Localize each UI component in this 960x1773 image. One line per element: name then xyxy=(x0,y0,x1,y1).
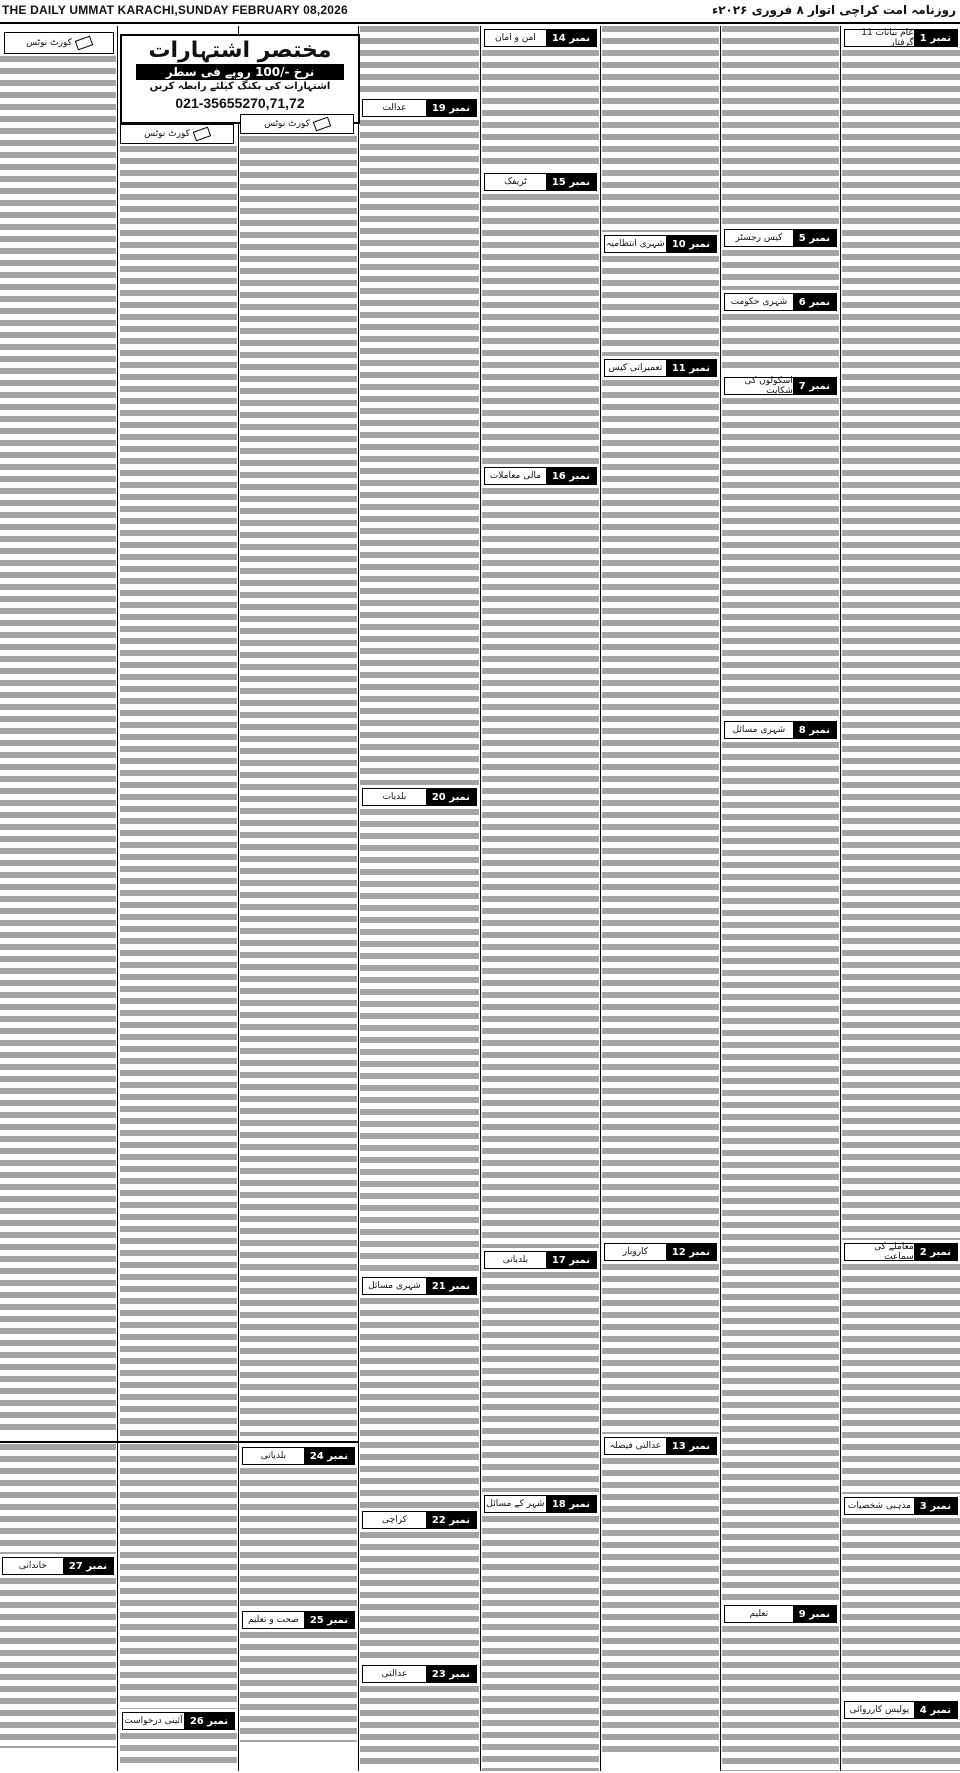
section-number: نمبر 1 xyxy=(914,30,957,46)
section-header-7 xyxy=(724,377,837,395)
article-text xyxy=(482,488,599,1248)
section-number: نمبر 26 xyxy=(184,1713,234,1729)
section-header-1 xyxy=(844,29,958,47)
section-header-20 xyxy=(362,788,477,806)
section-title: مالی معاملات xyxy=(489,471,542,481)
column-4 xyxy=(360,26,479,1771)
section-title: عدالت xyxy=(382,103,407,113)
section-title: ٹریفک xyxy=(504,177,527,187)
column-rule xyxy=(600,26,601,1771)
section-header-23 xyxy=(362,1665,477,1683)
section-number: نمبر 20 xyxy=(426,789,476,805)
section-header-27 xyxy=(2,1557,114,1575)
section-header-18 xyxy=(484,1495,597,1513)
article-text xyxy=(360,1686,479,1766)
section-number: نمبر 13 xyxy=(666,1438,716,1454)
article-text xyxy=(360,1298,479,1508)
column-rule xyxy=(358,26,359,1771)
article-text xyxy=(602,26,719,232)
section-header-21 xyxy=(362,1277,477,1295)
ad-rate: نرخ -/100 روپے فی سطر xyxy=(136,64,344,80)
section-number: نمبر 23 xyxy=(426,1666,476,1682)
section-header-24 xyxy=(242,1447,355,1465)
section-number: نمبر 10 xyxy=(666,236,716,252)
article-text xyxy=(120,1444,237,1709)
section-title: تعلیم xyxy=(749,1609,769,1619)
section-number: نمبر 19 xyxy=(426,100,476,116)
article-text xyxy=(842,1264,960,1494)
section-number: نمبر 17 xyxy=(546,1252,596,1268)
article-text xyxy=(240,136,357,1436)
article-text xyxy=(722,314,839,374)
ad-subtitle: اشتہارات کی بکنگ کیلئے رابطہ کریں xyxy=(149,81,331,92)
section-title: مذہبی شخصیات xyxy=(847,1501,911,1511)
ad-title: مختصر اشتہارات xyxy=(148,38,332,63)
article-text xyxy=(482,1516,599,1771)
section-header-12 xyxy=(604,1243,717,1261)
section-number: نمبر 8 xyxy=(793,722,836,738)
section-title: پولیس کارروائی xyxy=(849,1705,910,1715)
section-header-26 xyxy=(122,1712,235,1730)
masthead xyxy=(0,0,960,24)
section-header-10 xyxy=(604,235,717,253)
section-title: کاروبار xyxy=(622,1247,649,1257)
column-6 xyxy=(602,26,719,1771)
court-notice-label: کورٹ نوٹس xyxy=(144,129,190,139)
english-masthead: THE DAILY UMMAT KARACHI,SUNDAY FEBRUARY 08,2026 xyxy=(2,3,348,17)
section-number: نمبر 25 xyxy=(304,1612,354,1628)
section-number: نمبر 21 xyxy=(426,1278,476,1294)
section-header-6 xyxy=(724,293,837,311)
article-text xyxy=(360,26,479,96)
column-rule xyxy=(238,26,239,1771)
section-header-19 xyxy=(362,99,477,117)
article-text xyxy=(722,742,839,1602)
section-header-9 xyxy=(724,1605,837,1623)
section-header-5 xyxy=(724,229,837,247)
section-number: نمبر 4 xyxy=(914,1702,957,1718)
newspaper-page xyxy=(0,26,960,1771)
article-text xyxy=(360,1532,479,1662)
article-text xyxy=(722,1626,839,1771)
column-rule xyxy=(840,26,841,1771)
section-number: نمبر 14 xyxy=(546,30,596,46)
section-title: تعمیراتی کیس xyxy=(608,363,663,373)
section-header-22 xyxy=(362,1511,477,1529)
section-header-15 xyxy=(484,173,597,191)
article-text xyxy=(842,1518,960,1698)
article-text xyxy=(240,1632,357,1742)
section-title: صحت و تعلیم xyxy=(247,1615,299,1625)
section-number: نمبر 15 xyxy=(546,174,596,190)
section-header-17 xyxy=(484,1251,597,1269)
section-title: عام بیانات 11 گرفتار xyxy=(861,28,914,48)
article-text xyxy=(482,50,599,170)
section-title: کراچی xyxy=(382,1515,407,1525)
section-title: خاندانی xyxy=(18,1561,47,1571)
section-title: بلدیاتی xyxy=(502,1255,529,1265)
article-text xyxy=(602,380,719,1240)
article-text xyxy=(482,1272,599,1492)
article-text xyxy=(360,809,479,1274)
article-text xyxy=(0,56,116,1436)
section-header-25 xyxy=(242,1611,355,1629)
court-notice-label: کورٹ نوٹس xyxy=(264,119,310,129)
section-header-4 xyxy=(844,1701,958,1719)
section-number: نمبر 11 xyxy=(666,360,716,376)
column-7 xyxy=(722,26,839,1771)
column-rule xyxy=(117,26,118,1771)
section-title: کیس رجسٹر xyxy=(735,233,783,243)
section-header-3 xyxy=(844,1497,958,1515)
column-rule xyxy=(480,26,481,1771)
article-text xyxy=(240,1468,357,1608)
article-text xyxy=(722,250,839,290)
article-text xyxy=(120,1733,237,1763)
article-text xyxy=(602,256,719,356)
section-number: نمبر 18 xyxy=(546,1496,596,1512)
section-number: نمبر 6 xyxy=(793,294,836,310)
section-number: نمبر 27 xyxy=(63,1558,113,1574)
section-title: امن و امان xyxy=(494,33,536,43)
article-text xyxy=(722,26,839,226)
court-notice-label: کورٹ نوٹس xyxy=(26,38,72,48)
section-header-8 xyxy=(724,721,837,739)
section-title: شہری مسائل xyxy=(368,1281,421,1291)
section-header-11 xyxy=(604,359,717,377)
urdu-masthead: روزنامہ امت کراچی اتوار ۸ فروری ۲۰۲۶ء xyxy=(711,3,956,17)
article-text xyxy=(602,1264,719,1434)
column-5 xyxy=(482,26,599,1771)
section-title: آئینی درخواست xyxy=(124,1716,183,1726)
section-number: نمبر 3 xyxy=(914,1498,957,1514)
section-number: نمبر 5 xyxy=(793,230,836,246)
article-text xyxy=(482,194,599,464)
section-header-13 xyxy=(604,1437,717,1455)
article-text xyxy=(842,1722,960,1771)
section-number: نمبر 22 xyxy=(426,1512,476,1528)
column-2 xyxy=(120,26,237,1771)
section-number: نمبر 9 xyxy=(793,1606,836,1622)
section-number: نمبر 2 xyxy=(914,1244,957,1260)
section-title: معاملے کی سماعت xyxy=(874,1242,914,1262)
column-1 xyxy=(0,26,116,1771)
column-8 xyxy=(842,26,960,1771)
column-rule xyxy=(720,26,721,1771)
article-text xyxy=(602,1458,719,1758)
section-header-16 xyxy=(484,467,597,485)
section-title: اسکولوں کی شکایت xyxy=(744,376,793,396)
section-header-2 xyxy=(844,1243,958,1261)
section-title: بلدیات xyxy=(382,792,407,802)
article-text xyxy=(0,1444,116,1554)
section-number: نمبر 16 xyxy=(546,468,596,484)
section-number: نمبر 12 xyxy=(666,1244,716,1260)
ad-phone: 021-35655270,71,72 xyxy=(175,95,305,111)
section-title: عدالتی فیصلہ xyxy=(609,1441,662,1451)
section-title: شہری حکومت xyxy=(730,297,788,307)
article-text xyxy=(842,50,960,1240)
section-title: شہر کے مسائل xyxy=(486,1499,545,1509)
section-title: شہری انتظامیہ xyxy=(606,239,665,249)
section-title: عدالتی xyxy=(381,1669,408,1679)
section-title: بلدیاتی xyxy=(260,1451,287,1461)
article-text xyxy=(120,146,237,1436)
section-header-14 xyxy=(484,29,597,47)
section-number: نمبر 24 xyxy=(304,1448,354,1464)
section-title: شہری مسائل xyxy=(732,725,786,735)
article-text xyxy=(0,1578,116,1748)
section-number: نمبر 7 xyxy=(793,378,836,394)
article-text xyxy=(722,398,839,718)
article-text xyxy=(360,120,479,785)
column-3 xyxy=(240,26,357,1771)
